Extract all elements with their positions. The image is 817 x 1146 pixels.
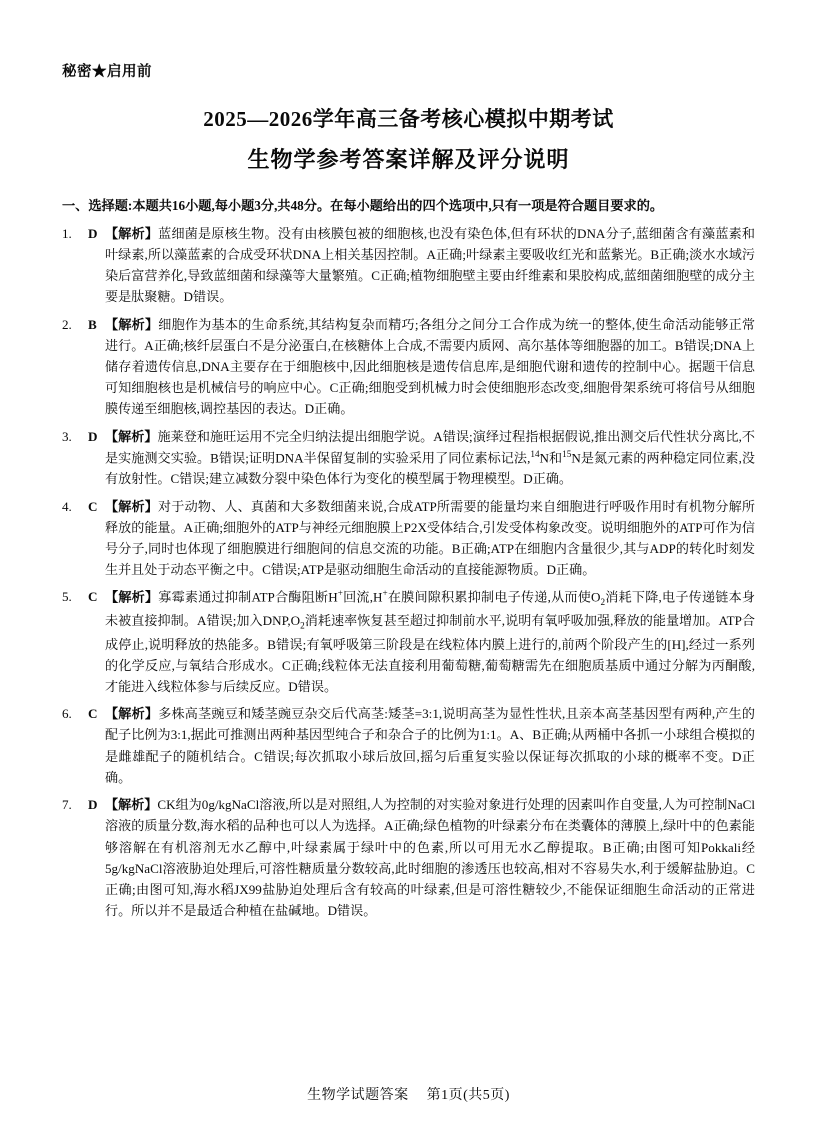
question-number: 6. <box>62 706 72 722</box>
question-number: 3. <box>62 428 72 444</box>
confidential-label: 秘密★启用前 <box>62 64 152 80</box>
list-item <box>62 223 755 308</box>
question-answer: D <box>88 225 98 241</box>
question-explanation: 【解析】对于动物、人、真菌和大多数细菌来说,合成ATP所需要的能量均来自细胞进行呼吸作用时有机物分解所释放的能量。A正确;细胞外的ATP与神经元细胞膜上P2X受体结合,引发受体构象改变。说明细胞外的ATP可作为信号分子,同时也体现了细胞膜进行细胞间的信息交流的功能。B正确;ATP在细胞内含量很少,其与ADP的转化时刻发生并且处于动态平衡之中。C错误;ATP是驱动细胞生命活动的直接能源物质。D正确。 <box>105 498 755 578</box>
list-item <box>62 426 755 490</box>
exam-title: 2025—2026学年高三备考核心模拟中期考试 <box>203 107 614 131</box>
list-item <box>62 703 755 788</box>
list-item <box>62 496 755 581</box>
document-subtitle: 生物学参考答案详解及评分说明 <box>247 147 570 172</box>
footer-subject: 生物学试题答案 <box>307 1088 409 1103</box>
question-explanation: 【解析】施莱登和施旺运用不完全归纳法提出细胞学说。A错误;演绎过程指根据假说,推出测交后代性状分离比,不是实施测交实验。B错误;证明DNA半保留复制的实验采用了同位素标记法,$^{14}$N和$^{15}$N是氮元素的两种稳定同位素,没有放射性。C错误;建立减数分裂中染色体行为变化的模型属于物理模型。D正确。 <box>105 428 756 487</box>
question-explanation: 【解析】多株高茎豌豆和矮茎豌豆杂交后代高茎:矮茎=3:1,说明高茎为显性性状,且亲本高茎基因型有两种,产生的配子比例为3:1,据此可推测出两种基因型纯合子和杂合子的比例为1:1。A、B正确;从两桶中各抓一小球组合模拟的是雌雄配子的随机结合。C错误;每次抓取小球后放回,摇匀后重复实验以保证每次抓取的小球的概率不变。D正确。 <box>105 706 755 785</box>
question-number: 1. <box>62 225 72 241</box>
question-number: 4. <box>62 498 72 514</box>
section-heading: 一、选择题:本题共16小题,每小题3分,共48分。在每小题给出的四个选项中,只有一项是符合题目要求的。 <box>62 198 664 213</box>
question-explanation: 【解析】细胞作为基本的生命系统,其结构复杂而精巧;各组分之间分工合作成为统一的整体,使生命活动能够正常进行。A正确;核纤层蛋白不是分泌蛋白,在核糖体上合成,不需要内质网、高尔基体等细胞器的加工。B错误;DNA上储存着遗传信息,DNA主要存在于细胞核中,因此细胞核是遗传信息库,是细胞代谢和遗传的控制中心。据题干信息可知细胞核也是机械信号的响应中心。C正确;细胞受到机械力时会使细胞形态改变,细胞骨架系统可将信号从细胞膜传递至细胞核,调控基因的表达。D正确。 <box>105 316 755 417</box>
question-explanation: 【解析】寡霉素通过抑制ATP合酶阻断H+回流,H+在膜间隙积累抑制电子传递,从而使$O_2$消耗下降,电子传递链本身未被直接抑制。A错误;加入$DNP,O_2$消耗速率恢复甚至超过抑制前水平,说明有氧呼吸加强,释放的能量增加。ATP合成停止,说明释放的热能多。B错误;有氧呼吸第三阶段是在线粒体内膜上进行的,前两个阶段产生的[H],经过一系列的化学反应,与氧结合形成水。C正确;线粒体无法直接利用葡萄糖,葡萄糖需先在细胞质基质中通过分解为丙酮酸,才能进入线粒体参与后续反应。D错误。 <box>105 588 756 695</box>
question-explanation: 【解析】蓝细菌是原核生物。没有由核膜包被的细胞核,也没有染色体,但有环状的DNA分子,蓝细菌含有藻蓝素和叶绿素,所以藻蓝素的合成受环状DNA上相关基因控制。A正确;叶绿素主要吸收红光和蓝紫光。B正确;淡水水域污染后富营养化,导致蓝细菌和绿藻等大量繁殖。C正确;植物细胞壁主要由纤维素和果胶构成,蓝细菌细胞壁的成分主要是肽聚糖。D错误。 <box>105 225 756 305</box>
question-number: 7. <box>62 797 72 813</box>
question-answer: D <box>88 428 98 444</box>
list-item <box>62 586 755 697</box>
question-answer: C <box>88 706 98 722</box>
list-item <box>62 794 755 921</box>
question-answer: B <box>88 316 97 332</box>
page-footer <box>0 1084 817 1104</box>
question-number: 2. <box>62 316 72 332</box>
question-number: 5. <box>62 589 72 605</box>
question-answer: D <box>88 797 98 813</box>
footer-page-number: 第1页(共5页) <box>426 1088 510 1103</box>
question-explanation: 【解析】CK组为0g/kgNaCl溶液,所以是对照组,人为控制的对实验对象进行处理的因素叫作自变量,人为可控制NaCl溶液的质量分数,海水稻的品种也可以人为选择。A正确;绿色植物的叶绿素分布在类囊体的薄膜上,绿叶中的色素能够溶解在有机溶剂无水乙醇中,叶绿素属于绿叶中的色素,所以可用无水乙醇提取。B正确;由图可知Pokkali经5g/kgNaCl溶液胁迫处理后,可溶性糖质量分数较高,此时细胞的渗透压也较高,相对不容易失水,利于缓解盐胁迫。C正确;由图可知,海水稻JX99盐胁迫处理后含有较高的叶绿素,但是可溶性糖较少,不能保证细胞生命活动的正常进行。所以并不是最适合种植在盐碱地。D错误。 <box>105 797 755 919</box>
question-answer: C <box>88 589 98 605</box>
answer-explanation-list <box>62 223 755 922</box>
list-item <box>62 314 755 420</box>
question-answer: C <box>88 498 98 514</box>
